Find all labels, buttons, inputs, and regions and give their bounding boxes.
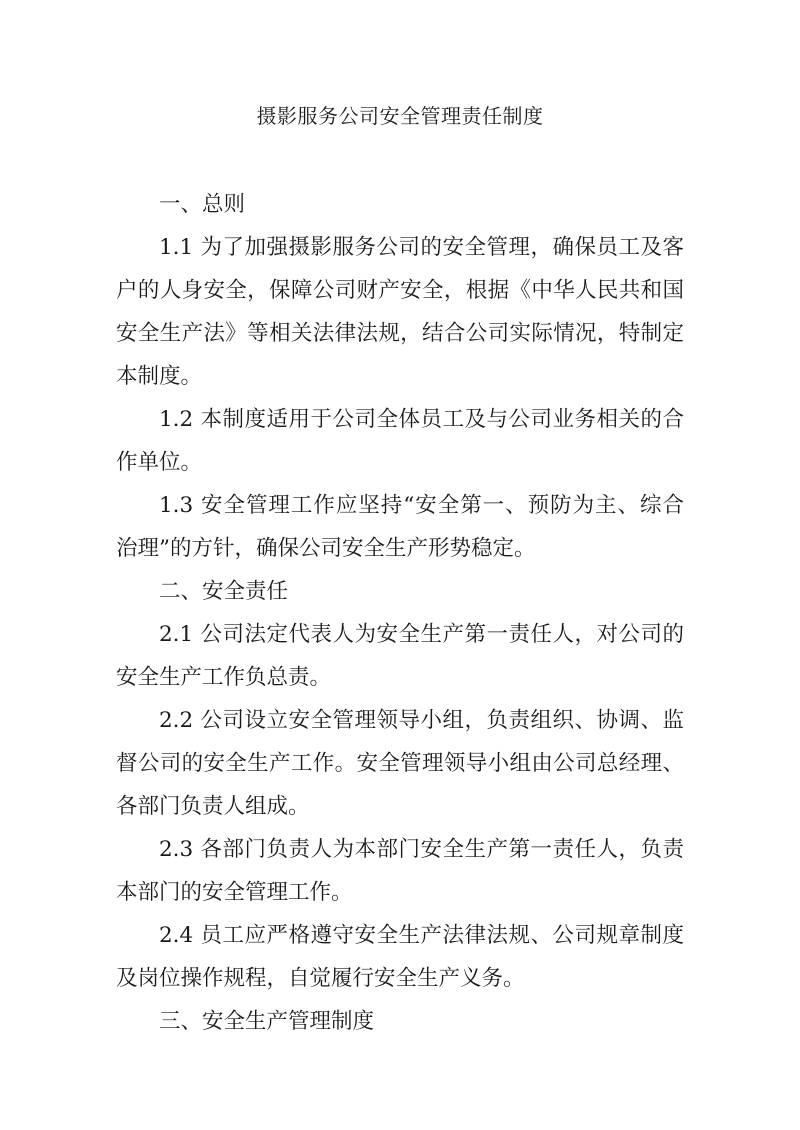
section-heading-responsibility: 二、安全责任 [159, 579, 289, 604]
clause-2-4: 2.4 员工应严格遵守安全生产法律法规、公司规章制度及岗位操作规程，自觉履行安全生产义务。 [116, 923, 684, 991]
clause-1-3: 1.3 安全管理工作应坚持“安全第一、预防为主、综合治理”的方针，确保公司安全生产形势稳定。 [116, 493, 684, 561]
clause-2-1: 2.1 公司法定代表人为安全生产第一责任人，对公司的安全生产工作负总责。 [116, 622, 684, 690]
document-body [116, 183, 684, 1043]
section-heading-management: 三、安全生产管理制度 [159, 1009, 375, 1034]
clause-1-1: 1.1 为了加强摄影服务公司的安全管理，确保员工及客户的人身安全，保障公司财产安全，根据《中华人民共和国安全生产法》等相关法律法规，结合公司实际情况，特制定本制度。 [116, 235, 684, 389]
clause-2-2: 2.2 公司设立安全管理领导小组，负责组织、协调、监督公司的安全生产工作。安全管理领导小组由公司总经理、各部门负责人组成。 [116, 708, 684, 819]
document-title: 摄影服务公司安全管理责任制度 [256, 104, 544, 128]
clause-2-3: 2.3 各部门负责人为本部门安全生产第一责任人，负责本部门的安全管理工作。 [116, 837, 684, 905]
clause-1-2: 1.2 本制度适用于公司全体员工及与公司业务相关的合作单位。 [116, 407, 684, 475]
section-heading-general: 一、总则 [159, 192, 246, 217]
